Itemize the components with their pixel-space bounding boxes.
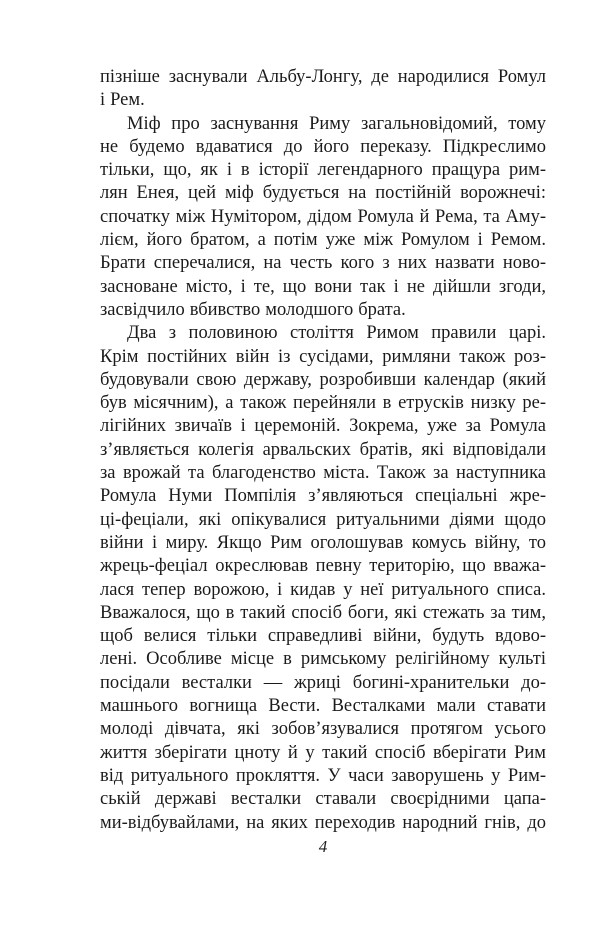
text-line: від ритуального прокляття. У часи заворушень у Рим-: [100, 765, 546, 786]
text-line: і Рем.: [100, 90, 145, 111]
text-line: ській державі весталки ставали своєрідними цапа-: [100, 789, 546, 810]
text-line: Міф про заснування Риму загальновідомий, тому: [127, 113, 546, 134]
page-number: 4: [318, 837, 328, 856]
text-line: засноване місто, і те, що вони так і не дійшли згоди,: [100, 276, 546, 297]
text-line: війни і миру. Якщо Рим оголошував комусь війну, то: [100, 532, 546, 553]
text-line: Крім постійних війн із сусідами, римляни також роз-: [100, 346, 546, 367]
text-line: лася тепер ворожою, і кидав у неї ритуального списа.: [100, 579, 546, 600]
text-line: пізніше заснували Альбу-Лонгу, де народилися Ромул: [100, 67, 546, 87]
text-line: ці-феціали, які опікувалися ритуальними діями щодо: [100, 509, 546, 530]
text-line: лігійних звичаїв і церемоній. Зокрема, уже за Ромула: [100, 416, 546, 437]
text-line: життя зберігати цноту й у такий спосіб вберігати Рим: [100, 742, 546, 763]
text-line: Ромула Нуми Помпілія з’являються спеціальні жре-: [100, 486, 546, 507]
text-line: Брати сперечалися, на честь кого з них назвати ново-: [100, 253, 546, 274]
text-line: спочатку між Нумітором, дідом Ромула й Рема, та Аму-: [100, 206, 546, 227]
text-line: жрець-феціал окреслював певну територію, що вважа-: [100, 556, 546, 577]
text-line: щоб велися тільки справедливі війни, будуть вдово-: [100, 626, 546, 647]
text-line: не будемо вдаватися до його переказу. Підкреслимо: [100, 136, 546, 157]
text-line: був місячним), а також перейняли в етрусків низку ре-: [100, 393, 546, 414]
text-line: машнього вогнища Вести. Весталками мали ставати: [100, 696, 546, 717]
text-line: тільки, що, як і в історії легендарного пращура рим-: [100, 160, 546, 181]
text-line: за врожай та благоденство міста. Також за наступника: [100, 463, 546, 484]
text-line: Два з половиною століття Римом правили царі.: [127, 323, 546, 344]
text-line: посідали весталки — жриці богині-хранительки до-: [100, 672, 546, 693]
text-line: лян Енея, цей міф будується на постійній ворожнечі:: [100, 183, 546, 204]
text-line: будовували свою державу, розробивши календар (який: [100, 369, 546, 390]
text-block: [100, 66, 546, 835]
text-line: Вважалося, що в такий спосіб боги, які стежать за тим,: [100, 602, 546, 623]
text-line: засвідчило вбивство молодшого брата.: [100, 299, 406, 320]
text-line: лієм, його братом, а потім уже між Ромулом і Ремом.: [100, 230, 546, 251]
text-line: ми-відбувайлами, на яких переходив народний гнів, до: [100, 812, 546, 833]
text-line: з’являється колегія арвальских братів, які відповідали: [100, 439, 546, 460]
text-line: молоді дівчата, які зобов’язувалися протягом усього: [100, 719, 546, 740]
text-line: лені. Особливе місце в римському релігійному культі: [100, 649, 546, 670]
